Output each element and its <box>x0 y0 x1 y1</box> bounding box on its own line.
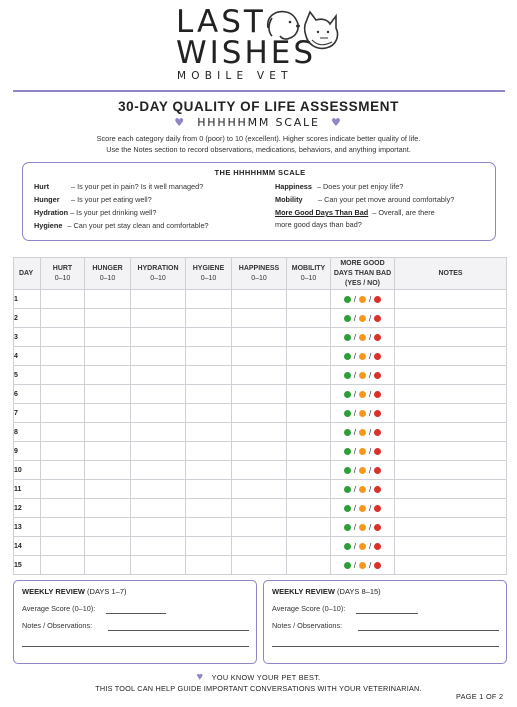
mobility-score-cell[interactable] <box>287 290 331 309</box>
hunger-score-cell[interactable] <box>85 499 131 518</box>
scale-item-hydration: Hydration – Is your pet drinking well? <box>34 208 157 217</box>
hydration-score-cell[interactable] <box>131 442 186 461</box>
separator: / <box>369 351 372 361</box>
orange-dot-icon[interactable] <box>359 505 366 512</box>
red-dot-icon[interactable] <box>374 410 381 417</box>
hygiene-score-cell[interactable] <box>186 423 232 442</box>
table-row <box>14 442 507 461</box>
notes-cell[interactable] <box>395 518 507 537</box>
hydration-score-cell[interactable] <box>131 404 186 423</box>
table-row <box>14 537 507 556</box>
good-days-selector <box>331 499 395 518</box>
happiness-score-cell[interactable] <box>232 461 287 480</box>
day-number: 11 <box>14 480 41 499</box>
hurt-score-cell[interactable] <box>41 480 85 499</box>
mobility-score-cell[interactable] <box>287 366 331 385</box>
hygiene-score-cell[interactable] <box>186 290 232 309</box>
hygiene-score-cell[interactable] <box>186 328 232 347</box>
hurt-score-cell[interactable] <box>41 328 85 347</box>
red-dot-icon[interactable] <box>374 543 381 550</box>
hurt-score-cell[interactable] <box>41 290 85 309</box>
mobility-score-cell[interactable] <box>287 309 331 328</box>
separator: / <box>369 522 372 532</box>
happiness-score-cell[interactable] <box>232 366 287 385</box>
red-dot-icon[interactable] <box>374 296 381 303</box>
notes-cell[interactable] <box>395 537 507 556</box>
column-header: HUNGER 0–10 <box>85 258 131 290</box>
red-dot-icon[interactable] <box>374 372 381 379</box>
column-header: DAY <box>14 258 41 290</box>
red-dot-icon[interactable] <box>374 562 381 569</box>
average-score-label: Average Score (0–10): <box>272 604 346 613</box>
separator: / <box>369 465 372 475</box>
happiness-score-cell[interactable] <box>232 347 287 366</box>
orange-dot-icon[interactable] <box>359 448 366 455</box>
dog-cat-logo-icon <box>262 6 342 54</box>
hydration-score-cell[interactable] <box>131 499 186 518</box>
good-days-selector <box>331 518 395 537</box>
logo-line-1: LAST <box>176 4 266 40</box>
column-header: MOBILITY 0–10 <box>287 258 331 290</box>
orange-dot-icon[interactable] <box>359 296 366 303</box>
column-header: HAPPINESS 0–10 <box>232 258 287 290</box>
heart-icon: ♥ <box>196 671 204 683</box>
green-dot-icon[interactable] <box>344 334 351 341</box>
table-row <box>14 461 507 480</box>
red-dot-icon[interactable] <box>374 467 381 474</box>
green-dot-icon[interactable] <box>344 524 351 531</box>
orange-dot-icon[interactable] <box>359 429 366 436</box>
orange-dot-icon[interactable] <box>359 391 366 398</box>
green-dot-icon[interactable] <box>344 543 351 550</box>
scale-item-hunger: Hunger – Is your pet eating well? <box>34 195 152 204</box>
hygiene-score-cell[interactable] <box>186 309 232 328</box>
hunger-score-cell[interactable] <box>85 404 131 423</box>
separator: / <box>353 541 356 551</box>
orange-dot-icon[interactable] <box>359 524 366 531</box>
hurt-score-cell[interactable] <box>41 385 85 404</box>
good-days-selector <box>331 385 395 404</box>
red-dot-icon[interactable] <box>374 505 381 512</box>
happiness-score-cell[interactable] <box>232 537 287 556</box>
green-dot-icon[interactable] <box>344 448 351 455</box>
table-row <box>14 518 507 537</box>
footer-line-1: ♥ YOU KNOW YOUR PET BEST. <box>196 671 321 683</box>
notes-cell[interactable] <box>395 366 507 385</box>
footer-line-2: THIS TOOL CAN HELP GUIDE IMPORTANT CONVERSATIONS WITH YOUR VETERINARIAN. <box>95 684 422 693</box>
table-row <box>14 499 507 518</box>
day-number: 2 <box>14 309 41 328</box>
separator: / <box>353 408 356 418</box>
good-days-selector <box>331 461 395 480</box>
day-number: 5 <box>14 366 41 385</box>
red-dot-icon[interactable] <box>374 486 381 493</box>
hydration-score-cell[interactable] <box>131 366 186 385</box>
separator: / <box>353 332 356 342</box>
orange-dot-icon[interactable] <box>359 334 366 341</box>
hunger-score-cell[interactable] <box>85 442 131 461</box>
separator: / <box>353 389 356 399</box>
separator: / <box>353 503 356 513</box>
scale-item-happiness: Happiness – Does your pet enjoy life? <box>275 182 404 191</box>
scale-item-good-days-cont: more good days than bad? <box>275 220 362 229</box>
notes-label: Notes / Observations: <box>22 621 93 630</box>
average-score-field[interactable] <box>356 613 418 614</box>
scale-heading: THE HHHHHMM SCALE <box>214 168 306 177</box>
hurt-score-cell[interactable] <box>41 556 85 575</box>
scale-item-good-days: More Good Days Than Bad – Overall, are there <box>275 208 435 217</box>
hydration-score-cell[interactable] <box>131 537 186 556</box>
hurt-score-cell[interactable] <box>41 461 85 480</box>
good-days-selector <box>331 290 395 309</box>
table-row <box>14 366 507 385</box>
average-score-field[interactable] <box>106 613 166 614</box>
hurt-score-cell[interactable] <box>41 442 85 461</box>
green-dot-icon[interactable] <box>344 391 351 398</box>
good-days-selector <box>331 480 395 499</box>
hunger-score-cell[interactable] <box>85 385 131 404</box>
good-days-selector <box>331 404 395 423</box>
hydration-score-cell[interactable] <box>131 347 186 366</box>
separator: / <box>353 351 356 361</box>
average-score-label: Average Score (0–10): <box>22 604 96 613</box>
mobility-score-cell[interactable] <box>287 347 331 366</box>
good-days-selector <box>331 328 395 347</box>
mobility-score-cell[interactable] <box>287 499 331 518</box>
mobility-score-cell[interactable] <box>287 556 331 575</box>
separator: / <box>353 522 356 532</box>
column-header: HURT 0–10 <box>41 258 85 290</box>
happiness-score-cell[interactable] <box>232 518 287 537</box>
day-number: 6 <box>14 385 41 404</box>
hunger-score-cell[interactable] <box>85 537 131 556</box>
orange-dot-icon[interactable] <box>359 562 366 569</box>
logo-line-2: WISHES <box>176 35 317 71</box>
hydration-score-cell[interactable] <box>131 290 186 309</box>
notes-field-line-1[interactable] <box>358 630 499 631</box>
good-days-selector <box>331 366 395 385</box>
good-days-selector <box>331 309 395 328</box>
hunger-score-cell[interactable] <box>85 309 131 328</box>
separator: / <box>369 427 372 437</box>
green-dot-icon[interactable] <box>344 372 351 379</box>
table-row <box>14 556 507 575</box>
green-dot-icon[interactable] <box>344 486 351 493</box>
happiness-score-cell[interactable] <box>232 404 287 423</box>
happiness-score-cell[interactable] <box>232 385 287 404</box>
mobility-score-cell[interactable] <box>287 442 331 461</box>
mobility-score-cell[interactable] <box>287 423 331 442</box>
notes-cell[interactable] <box>395 290 507 309</box>
good-days-selector <box>331 442 395 461</box>
notes-cell[interactable] <box>395 480 507 499</box>
hunger-score-cell[interactable] <box>85 423 131 442</box>
hurt-score-cell[interactable] <box>41 423 85 442</box>
day-number: 14 <box>14 537 41 556</box>
mobility-score-cell[interactable] <box>287 461 331 480</box>
orange-dot-icon[interactable] <box>359 315 366 322</box>
red-dot-icon[interactable] <box>374 524 381 531</box>
hurt-score-cell[interactable] <box>41 537 85 556</box>
red-dot-icon[interactable] <box>374 429 381 436</box>
notes-label: Notes / Observations: <box>272 621 343 630</box>
hunger-score-cell[interactable] <box>85 328 131 347</box>
happiness-score-cell[interactable] <box>232 499 287 518</box>
hygiene-score-cell[interactable] <box>186 556 232 575</box>
green-dot-icon[interactable] <box>344 429 351 436</box>
notes-cell[interactable] <box>395 385 507 404</box>
green-dot-icon[interactable] <box>344 315 351 322</box>
hurt-score-cell[interactable] <box>41 366 85 385</box>
red-dot-icon[interactable] <box>374 334 381 341</box>
scale-legend-box <box>22 162 496 241</box>
weekly-review-days-8-15 <box>263 580 507 664</box>
notes-cell[interactable] <box>395 556 507 575</box>
separator: / <box>353 560 356 570</box>
column-header: MORE GOOD DAYS THAN BAD (YES / NO) <box>331 258 395 290</box>
happiness-score-cell[interactable] <box>232 328 287 347</box>
happiness-score-cell[interactable] <box>232 442 287 461</box>
hygiene-score-cell[interactable] <box>186 499 232 518</box>
daily-tracking-table <box>13 257 507 575</box>
orange-dot-icon[interactable] <box>359 372 366 379</box>
red-dot-icon[interactable] <box>374 315 381 322</box>
table-header-row <box>14 258 507 290</box>
notes-field-line-1[interactable] <box>108 630 249 631</box>
day-number: 12 <box>14 499 41 518</box>
hygiene-score-cell[interactable] <box>186 385 232 404</box>
hurt-score-cell[interactable] <box>41 518 85 537</box>
hygiene-score-cell[interactable] <box>186 537 232 556</box>
hunger-score-cell[interactable] <box>85 366 131 385</box>
red-dot-icon[interactable] <box>374 353 381 360</box>
column-header: HYDRATION 0–10 <box>131 258 186 290</box>
column-header: NOTES <box>395 258 507 290</box>
separator: / <box>353 484 356 494</box>
day-number: 13 <box>14 518 41 537</box>
scale-item-hurt: Hurt – Is your pet in pain? Is it well managed? <box>34 182 204 191</box>
notes-cell[interactable] <box>395 442 507 461</box>
separator: / <box>369 446 372 456</box>
day-number: 9 <box>14 442 41 461</box>
notes-cell[interactable] <box>395 347 507 366</box>
hunger-score-cell[interactable] <box>85 556 131 575</box>
hurt-score-cell[interactable] <box>41 499 85 518</box>
heart-icon: ♥ <box>174 116 186 129</box>
hygiene-score-cell[interactable] <box>186 461 232 480</box>
separator: / <box>369 408 372 418</box>
scale-item-mobility: Mobility – Can your pet move around comfortably? <box>275 195 455 204</box>
day-number: 10 <box>14 461 41 480</box>
happiness-score-cell[interactable] <box>232 290 287 309</box>
day-number: 4 <box>14 347 41 366</box>
separator: / <box>353 294 356 304</box>
table-row <box>14 347 507 366</box>
hydration-score-cell[interactable] <box>131 556 186 575</box>
hunger-score-cell[interactable] <box>85 461 131 480</box>
hydration-score-cell[interactable] <box>131 518 186 537</box>
weekly-review-title: WEEKLY REVIEW (DAYS 8–15) <box>272 587 381 596</box>
hunger-score-cell[interactable] <box>85 290 131 309</box>
day-number: 8 <box>14 423 41 442</box>
separator: / <box>353 370 356 380</box>
table-row <box>14 423 507 442</box>
hygiene-score-cell[interactable] <box>186 404 232 423</box>
mobility-score-cell[interactable] <box>287 537 331 556</box>
heart-icon: ♥ <box>331 116 343 129</box>
page-subtitle: ♥ HHHHHMM SCALE ♥ <box>174 116 343 129</box>
good-days-selector <box>331 537 395 556</box>
table-row <box>14 309 507 328</box>
separator: / <box>353 446 356 456</box>
header-divider <box>13 90 505 92</box>
notes-cell[interactable] <box>395 423 507 442</box>
notes-cell[interactable] <box>395 499 507 518</box>
page-title: 30-DAY QUALITY OF LIFE ASSESSMENT <box>118 99 399 114</box>
hunger-score-cell[interactable] <box>85 347 131 366</box>
notes-field-line-2[interactable] <box>272 646 499 647</box>
separator: / <box>369 503 372 513</box>
happiness-score-cell[interactable] <box>232 309 287 328</box>
separator: / <box>369 560 372 570</box>
notes-field-line-2[interactable] <box>22 646 249 647</box>
happiness-score-cell[interactable] <box>232 480 287 499</box>
green-dot-icon[interactable] <box>344 410 351 417</box>
separator: / <box>369 294 372 304</box>
separator: / <box>369 332 372 342</box>
hygiene-score-cell[interactable] <box>186 442 232 461</box>
hygiene-score-cell[interactable] <box>186 480 232 499</box>
green-dot-icon[interactable] <box>344 562 351 569</box>
hydration-score-cell[interactable] <box>131 309 186 328</box>
mobility-score-cell[interactable] <box>287 518 331 537</box>
hygiene-score-cell[interactable] <box>186 347 232 366</box>
orange-dot-icon[interactable] <box>359 543 366 550</box>
hydration-score-cell[interactable] <box>131 423 186 442</box>
hunger-score-cell[interactable] <box>85 518 131 537</box>
orange-dot-icon[interactable] <box>359 410 366 417</box>
mobility-score-cell[interactable] <box>287 480 331 499</box>
green-dot-icon[interactable] <box>344 296 351 303</box>
green-dot-icon[interactable] <box>344 353 351 360</box>
day-number: 1 <box>14 290 41 309</box>
table-row <box>14 385 507 404</box>
separator: / <box>369 541 372 551</box>
page-number: PAGE 1 OF 2 <box>456 692 504 701</box>
happiness-score-cell[interactable] <box>232 556 287 575</box>
hydration-score-cell[interactable] <box>131 328 186 347</box>
notes-cell[interactable] <box>395 328 507 347</box>
green-dot-icon[interactable] <box>344 505 351 512</box>
separator: / <box>353 465 356 475</box>
separator: / <box>369 370 372 380</box>
notes-cell[interactable] <box>395 309 507 328</box>
mobility-score-cell[interactable] <box>287 328 331 347</box>
separator: / <box>369 484 372 494</box>
mobility-score-cell[interactable] <box>287 385 331 404</box>
instructions: Score each category daily from 0 (poor) to 10 (excellent). Higher scores indicate better quality of life. Use the Notes section to record observations, medications, behaviors, and anything important. <box>96 134 421 154</box>
weekly-review-days-1-7 <box>13 580 257 664</box>
green-dot-icon[interactable] <box>344 467 351 474</box>
hygiene-score-cell[interactable] <box>186 366 232 385</box>
day-number: 7 <box>14 404 41 423</box>
mobility-score-cell[interactable] <box>287 404 331 423</box>
happiness-score-cell[interactable] <box>232 423 287 442</box>
hydration-score-cell[interactable] <box>131 480 186 499</box>
good-days-selector <box>331 423 395 442</box>
orange-dot-icon[interactable] <box>359 353 366 360</box>
good-days-selector <box>331 347 395 366</box>
good-days-selector <box>331 556 395 575</box>
table-row <box>14 404 507 423</box>
day-number: 3 <box>14 328 41 347</box>
weekly-review-title: WEEKLY REVIEW (DAYS 1–7) <box>22 587 127 596</box>
separator: / <box>369 389 372 399</box>
day-number: 15 <box>14 556 41 575</box>
table-row <box>14 328 507 347</box>
orange-dot-icon[interactable] <box>359 486 366 493</box>
table-row <box>14 480 507 499</box>
hydration-score-cell[interactable] <box>131 461 186 480</box>
hurt-score-cell[interactable] <box>41 404 85 423</box>
notes-cell[interactable] <box>395 404 507 423</box>
hunger-score-cell[interactable] <box>85 480 131 499</box>
notes-cell[interactable] <box>395 461 507 480</box>
separator: / <box>369 313 372 323</box>
separator: / <box>353 313 356 323</box>
hurt-score-cell[interactable] <box>41 309 85 328</box>
separator: / <box>353 427 356 437</box>
hurt-score-cell[interactable] <box>41 347 85 366</box>
column-header: HYGIENE 0–10 <box>186 258 232 290</box>
red-dot-icon[interactable] <box>374 391 381 398</box>
red-dot-icon[interactable] <box>374 448 381 455</box>
hygiene-score-cell[interactable] <box>186 518 232 537</box>
hydration-score-cell[interactable] <box>131 385 186 404</box>
scale-item-hygiene: Hygiene – Can your pet stay clean and comfortable? <box>34 221 209 230</box>
orange-dot-icon[interactable] <box>359 467 366 474</box>
table-row <box>14 290 507 309</box>
logo-tagline: MOBILE VET <box>177 70 293 82</box>
